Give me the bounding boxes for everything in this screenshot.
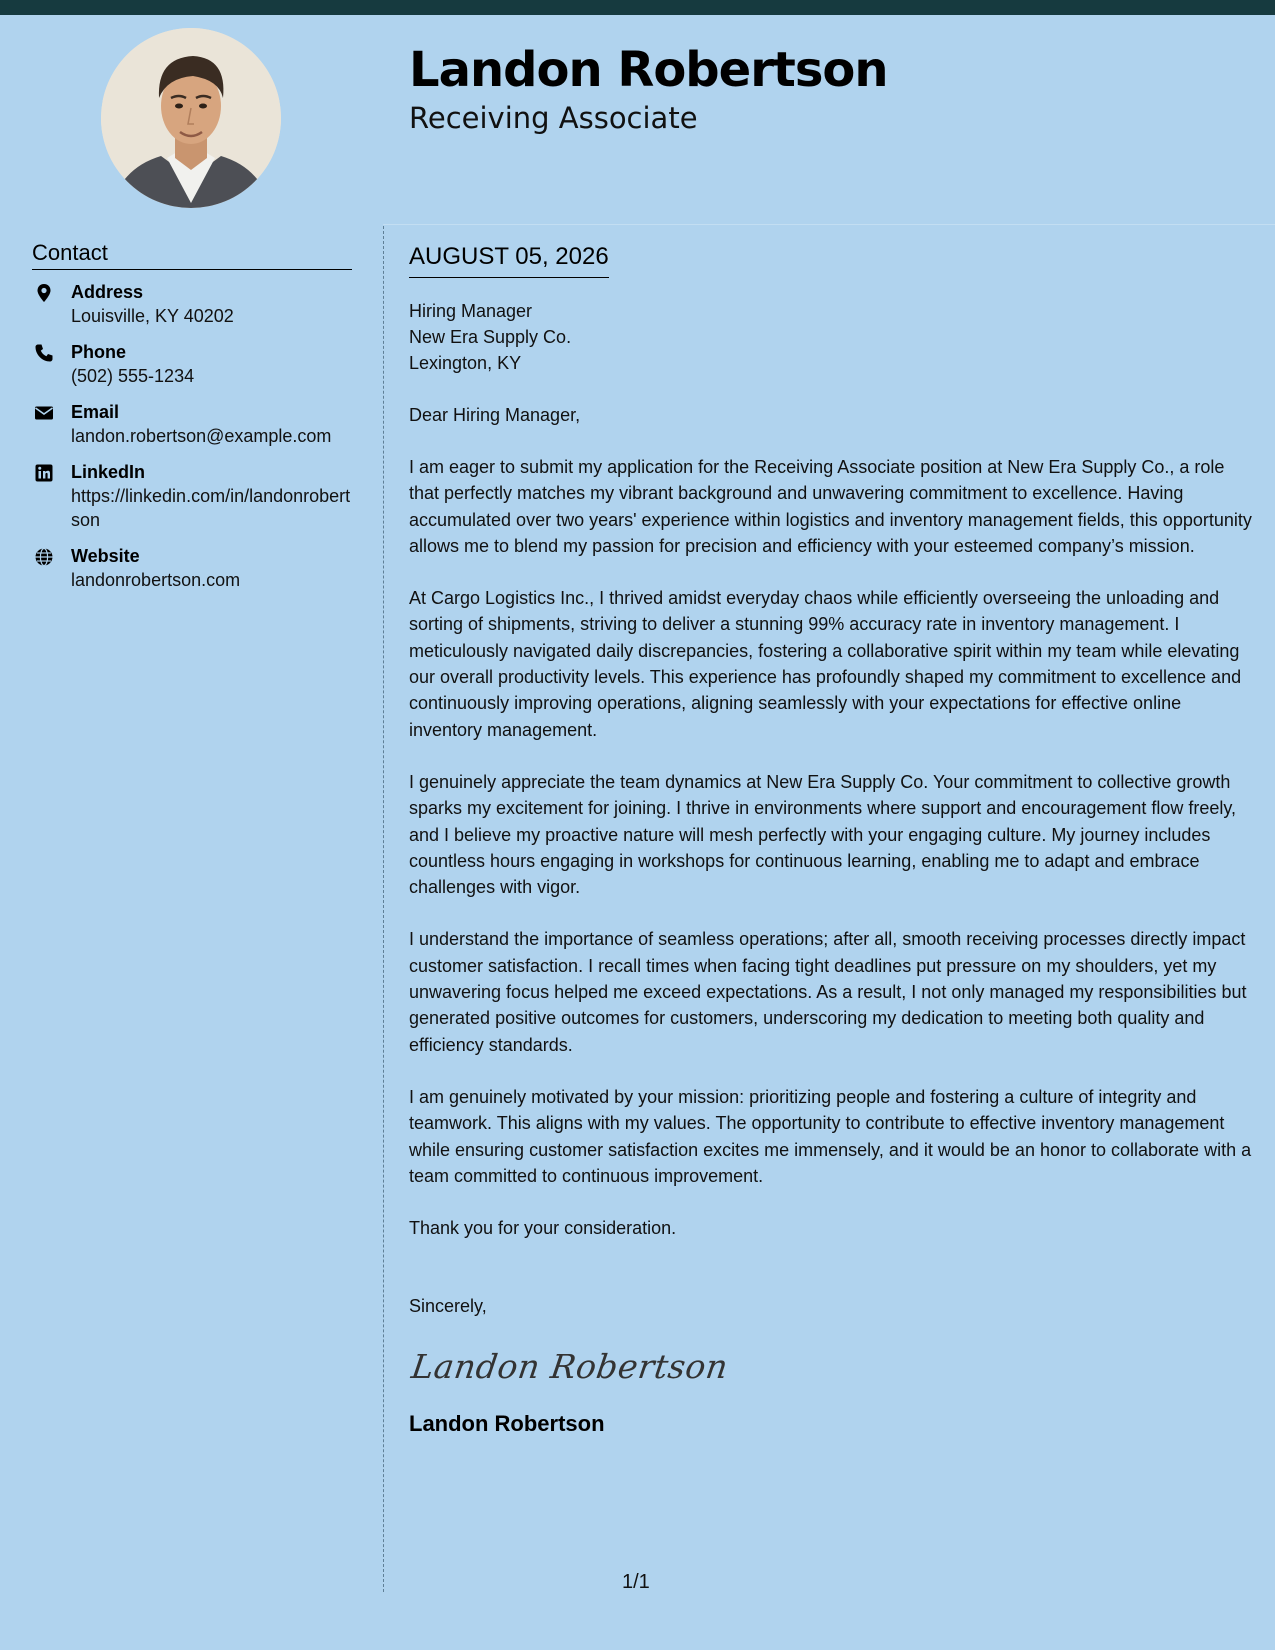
salutation: Dear Hiring Manager,: [409, 405, 581, 425]
phone-icon: [34, 343, 54, 363]
contact-sidebar: [32, 240, 352, 604]
contact-label: Email: [71, 402, 120, 422]
address-value: Louisville, KY 40202: [71, 306, 234, 326]
letter-date: AUGUST 05, 2026: [409, 243, 609, 278]
page-number: 1/1: [622, 1571, 650, 1593]
signature-name: Landon Robertson: [409, 1411, 605, 1437]
linkedin-link[interactable]: https://linkedin.com/in/landonrobertson: [71, 486, 351, 530]
header-divider: [383, 224, 1275, 225]
contact-heading: Contact: [32, 240, 352, 270]
handwritten-signature: Landon Robertson: [409, 1347, 731, 1387]
body-paragraph: I am eager to submit my application for the Receiving Associate position at New Era Supply Co., a role that perfectly matches my vibrant background and unwavering commitment to excellence. Having accumulated over two years' experience within logistics and inventory management fields, this opportunity allows me to blend my passion for precision and efficiency with your esteemed company’s mission.: [409, 457, 1252, 556]
contact-label: Phone: [71, 342, 127, 362]
closing-line: Sincerely,: [409, 1296, 487, 1317]
contact-item-address: [32, 280, 352, 328]
recipient-line: New Era Supply Co.: [409, 327, 572, 347]
contact-item-email: [32, 400, 352, 448]
body-paragraph: I am genuinely motivated by your mission: prioritizing people and fostering a culture of integrity and teamwork. This aligns with my values. The opportunity to contribute to effective inventory management while ensuring customer satisfaction excites me immensely, and it would be an honor to collaborate with a team committed to continuous improvement.: [409, 1086, 1252, 1186]
contact-item-phone: [32, 340, 352, 388]
globe-icon: [34, 547, 54, 567]
applicant-name: Landon Robertson: [409, 42, 888, 98]
email-link[interactable]: landon.robertson@example.com: [71, 426, 332, 446]
thanks-line: Thank you for your consideration.: [409, 1218, 677, 1239]
recipient-line: Lexington, KY: [409, 353, 522, 373]
column-divider: [383, 226, 384, 1592]
body-paragraph: I understand the importance of seamless operations; after all, smooth receiving processes directly impact customer satisfaction. I recall times when facing tight deadlines put pressure on my shoulders, yet my unwavering focus helped me exceed expectations. As a result, I not only managed my responsibilities but generated positive outcomes for customers, underscoring my dedication to meeting both quality and efficiency standards.: [409, 929, 1247, 1055]
phone-value: (502) 555-1234: [71, 366, 195, 386]
location-pin-icon: [34, 283, 54, 303]
contact-label: Website: [71, 546, 140, 566]
contact-item-website: [32, 544, 352, 592]
contact-item-linkedin: [32, 460, 352, 532]
top-accent-bar: [0, 0, 1275, 15]
body-paragraph: I genuinely appreciate the team dynamics at New Era Supply Co. Your commitment to collective growth sparks my excitement for joining. I thrive in environments where support and encouragement flow freely, and I believe my proactive nature will mesh perfectly with your engaging culture. My journey includes countless hours engaging in workshops for continuous learning, enabling me to adapt and embrace challenges with vigor.: [409, 771, 1237, 898]
profile-photo: [101, 28, 281, 208]
body-paragraph: At Cargo Logistics Inc., I thrived amidst everyday chaos while efficiently overseeing the unloading and sorting of shipments, striving to deliver a stunning 99% accuracy rate in inventory management. I meticulously navigated daily discrepancies, fostering a collaborative spirit within my team while elevating our overall productivity levels. This experience has profoundly shaped my commitment to excellence and continuously improving operations, aligning seamlessly with your expectations for effective online inventory management.: [409, 588, 1242, 740]
linkedin-icon: [34, 463, 54, 483]
envelope-icon: [34, 403, 54, 423]
recipient-line: Hiring Manager: [409, 301, 533, 321]
contact-label: LinkedIn: [71, 462, 146, 482]
letter-body: [409, 243, 1255, 1437]
recipient-block: [409, 298, 1255, 376]
website-link[interactable]: landonrobertson.com: [71, 570, 241, 590]
applicant-job-title: Receiving Associate: [409, 101, 698, 135]
contact-label: Address: [71, 282, 144, 302]
